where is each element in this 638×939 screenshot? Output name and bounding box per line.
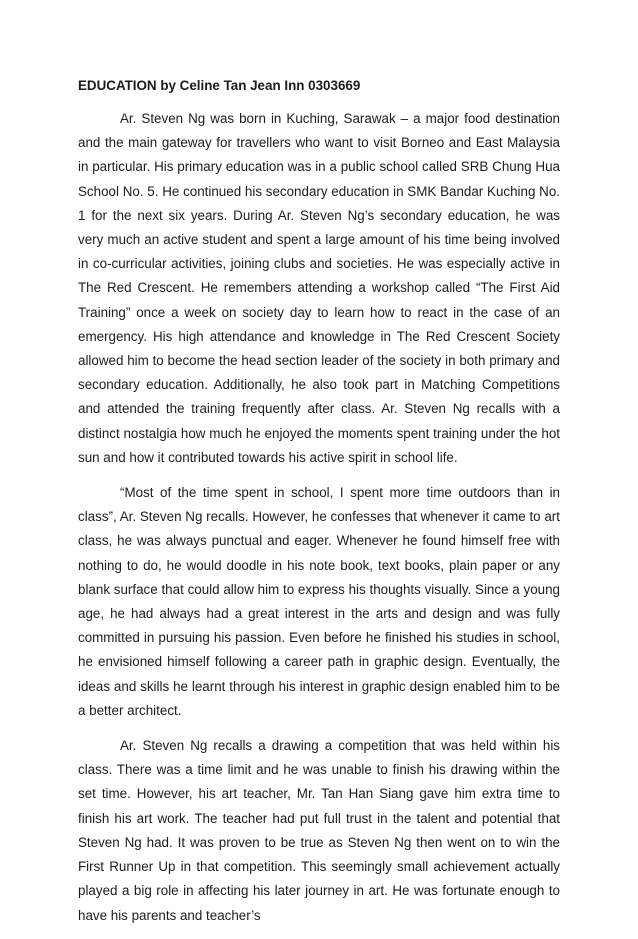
- paragraph-art-interest: “Most of the time spent in school, I spent more time outdoors than in class”, Ar. Steven Ng recalls. However, he confesses that whenever it came to art class, he was always punctual and eager. Whenever he found himself free with nothing to do, he would doodle in his note book, text books, plain paper or any blank surface that could allow him to express his thoughts visually. Since a young age, he had always had a great interest in the arts and design and was fully committed in pursuing his passion. Even before he finished his studies in school, he envisioned himself following a career path in graphic design. Eventually, the ideas and skills he learnt through his interest in graphic design enabled him to be a better architect.: [78, 485, 560, 718]
- paragraph-early-education: Ar. Steven Ng was born in Kuching, Sarawak – a major food destination and the main gateway for travellers who want to visit Borneo and East Malaysia in particular. His primary education was in a public school called SRB Chung Hua School No. 5. He continued his secondary education in SMK Bandar Kuching No. 1 for the next six years. During Ar. Steven Ng’s secondary education, he was very much an active student and spent a large amount of his time being involved in co-curricular activities, joining clubs and societies. He was especially active in The Red Crescent. He remembers attending a workshop called “The First Aid Training” once a week on society day to learn how to react in the case of an emergency. His high attendance and knowledge in The Red Crescent Society allowed him to become the head section leader of the society in both primary and secondary education. Additionally, he also took part in Matching Competitions and attended the training frequently after class. Ar. Steven Ng recalls with a distinct nostalgia how much he enjoyed the moments spent training under the hot sun and how it contributed towards his active spirit in school life.: [78, 111, 560, 465]
- document-body: [78, 74, 560, 939]
- document-title: EDUCATION by Celine Tan Jean Inn 0303669: [78, 78, 361, 93]
- paragraph-drawing-competition: Ar. Steven Ng recalls a drawing a competition that was held within his class. There was a time limit and he was unable to finish his drawing within the set time. However, his art teacher, Mr. Tan Han Siang gave him extra time to finish his art work. The teacher had put full trust in the talent and potential that Steven Ng had. It was proven to be true as Steven Ng then went on to win the First Runner Up in that competition. This seemingly small achievement actually played a big role in affecting his later journey in art. He was fortunate enough to have his parents and teacher’s: [78, 738, 560, 923]
